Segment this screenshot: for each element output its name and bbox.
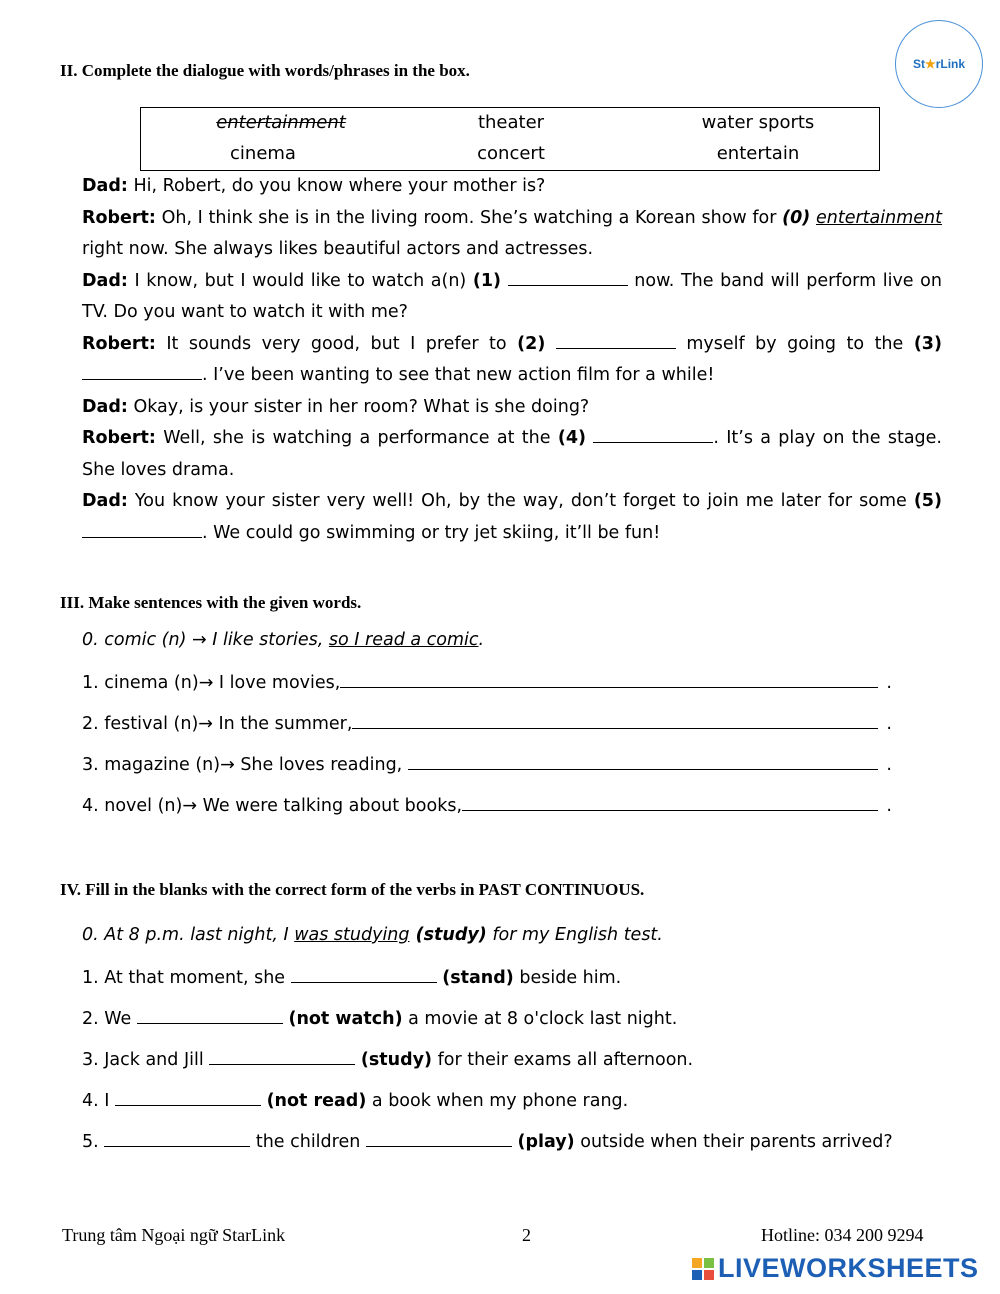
word-cinema: cinema <box>230 143 296 164</box>
starlink-logo <box>895 20 983 108</box>
verb-blank-4[interactable] <box>115 1089 261 1106</box>
section4-item-5: 5. the children (play) outside when their parents arrived? <box>82 1132 893 1152</box>
word-box <box>140 107 880 171</box>
footer-hotline: Hotline: 034 200 9294 <box>761 1225 924 1245</box>
verb-blank-5b[interactable] <box>366 1130 512 1147</box>
star-icon: ★ <box>924 57 936 71</box>
sentence-blank-1[interactable] <box>340 671 878 688</box>
answer-blank-3[interactable] <box>82 363 202 380</box>
word-entertain: entertain <box>716 143 800 164</box>
section3-heading: III. Make sentences with the given words. <box>60 593 362 612</box>
dialogue-line: Dad: You know your sister very well! Oh, by the way, don’t forget to join me later for some (5) . We could go swimming or try jet skiing, it’ll be fun! <box>82 491 942 543</box>
section4-item-1: 1. At that moment, she (stand) beside him. <box>82 968 622 988</box>
answer-blank-1[interactable] <box>508 269 628 286</box>
blank-number: (4) <box>557 428 587 448</box>
section3-item-4: 4. novel (n) → We were talking about books, . <box>82 796 892 816</box>
logo-text-a: St <box>912 57 925 71</box>
section3-item-1: 1. cinema (n) → I love movies, . <box>82 673 892 693</box>
arrow-icon: → <box>182 796 198 816</box>
dialogue-line: Dad: Okay, is your sister in her room? What is she doing? <box>82 396 590 417</box>
blank-number: (0) <box>782 207 811 228</box>
arrow-icon: → <box>220 755 235 775</box>
logo-text-b: rLink <box>935 57 966 71</box>
verb-blank-1[interactable] <box>291 966 437 983</box>
example-answer: was studying <box>294 925 410 945</box>
section4-item-2: 2. We (not watch) a movie at 8 o'clock last night. <box>82 1009 678 1029</box>
answer-blank-5[interactable] <box>82 521 202 538</box>
section4-item-3: 3. Jack and Jill (study) for their exams all afternoon. <box>82 1050 694 1070</box>
section4-item-4: 4. I (not read) a book when my phone rang. <box>82 1091 629 1111</box>
word-theater: theater <box>477 112 545 133</box>
speaker: Robert: <box>82 428 156 448</box>
liveworksheets-text: LIVEWORKSHEETS <box>718 1253 979 1283</box>
section3-example: 0. comic (n) → I like stories, so I read a comic. <box>82 630 485 650</box>
section3-item-2: 2. festival (n) → In the summer, . <box>82 714 892 734</box>
liveworksheets-logo <box>692 1253 979 1284</box>
blank-number: (1) <box>472 270 502 291</box>
dialogue-line: Dad: I know, but I would like to watch a(n) (1) now. The band will perform live on TV. Do you want to watch it with me? <box>82 270 942 322</box>
arrow-icon: → <box>198 714 213 734</box>
dialogue-line: Robert: Well, she is watching a performance at the (4) . It’s a play on the stage. She loves drama. <box>82 428 942 480</box>
sentence-blank-4[interactable] <box>462 794 878 811</box>
verb-blank-3[interactable] <box>209 1048 355 1065</box>
section2-heading: II. Complete the dialogue with words/phrases in the box. <box>60 61 470 80</box>
speaker: Robert: <box>82 207 156 228</box>
liveworksheets-icon <box>692 1258 714 1280</box>
speaker: Dad: <box>82 176 128 196</box>
verb-blank-5a[interactable] <box>104 1130 250 1147</box>
answer-blank-2[interactable] <box>556 332 676 349</box>
blank-number: (3) <box>913 333 942 354</box>
sentence-blank-2[interactable] <box>352 712 878 729</box>
word-concert: concert <box>477 143 545 164</box>
arrow-icon: → <box>192 630 207 650</box>
dialogue-line: Robert: Oh, I think she is in the living room. She’s watching a Korean show for (0) entertainment right now. She always likes beautiful actors and actresses. <box>82 207 942 259</box>
answer-blank-4[interactable] <box>593 426 713 443</box>
dialogue-line: Robert: It sounds very good, but I prefer to (2) myself by going to the (3) . I’ve been wanting to see that new action film for a while! <box>82 333 942 385</box>
footer-center-name: Trung tâm Ngoại ngữ StarLink <box>62 1225 286 1245</box>
speaker: Robert: <box>82 333 156 354</box>
page-number: 2 <box>522 1225 531 1245</box>
speaker: Dad: <box>82 270 128 291</box>
dialogue-line: Dad: Hi, Robert, do you know where your mother is? <box>82 176 546 196</box>
blank-number: (2) <box>517 333 546 354</box>
example-answer: so I read a comic <box>328 630 479 650</box>
word-entertainment: entertainment <box>216 112 346 133</box>
blank-number: (5) <box>913 491 942 511</box>
speaker: Dad: <box>82 491 128 511</box>
section4-example: 0. At 8 p.m. last night, I was studying (study) for my English test. <box>82 925 663 945</box>
verb-blank-2[interactable] <box>137 1007 283 1024</box>
word-water-sports: water sports <box>701 112 815 133</box>
dialogue <box>82 171 942 549</box>
arrow-icon: → <box>198 673 214 693</box>
section4-heading: IV. Fill in the blanks with the correct form of the verbs in PAST CONTINUOUS. <box>60 880 645 899</box>
sentence-blank-3[interactable] <box>408 753 879 770</box>
example-answer: entertainment <box>815 207 942 228</box>
speaker: Dad: <box>82 396 128 417</box>
section3-item-3: 3. magazine (n) → She loves reading, . <box>82 755 892 775</box>
